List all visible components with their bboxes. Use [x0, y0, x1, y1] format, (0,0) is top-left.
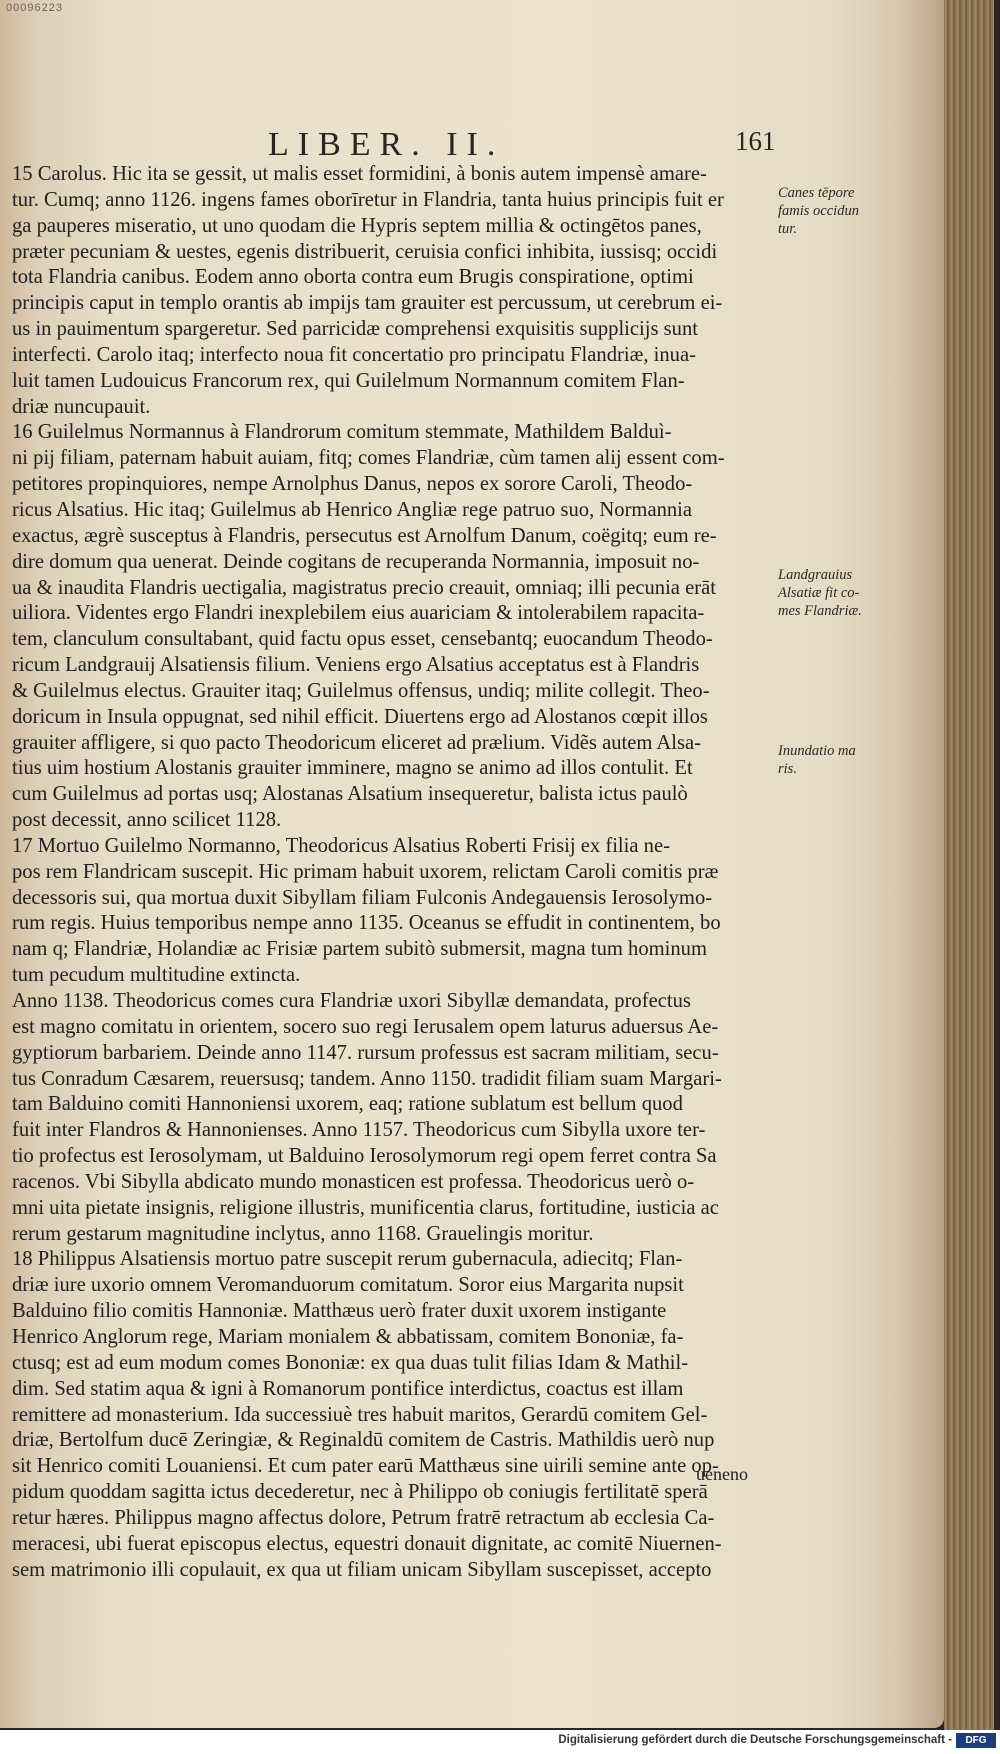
text-line: post decessit, anno scilicet 1128. [12, 809, 282, 832]
text-line: tius uim hostium Alostanis grauiter imminere, magno se animo ad illos contulit. Et [12, 757, 693, 780]
text-line: decessoris sui, qua mortua duxit Sibyllam filiam Fulconis Andegauensis Ierosolymo- [12, 886, 713, 909]
dfg-logo: DFG [956, 1733, 996, 1748]
text-line: sit Henrico comiti Louaniensi. Et cum pater earū Matthæus sine uirili semine ante op- [12, 1455, 719, 1478]
text-line: ga pauperes miseratio, ut uno quodam die Hypris septem millia & octingētos panes, [12, 214, 702, 237]
text-line: grauiter affligere, si quo pacto Theodoricum eliceret ad prælium. Vidẽs autem Alsa- [12, 731, 702, 754]
text-line: ni pij filiam, paternam habuit auiam, fitq; comes Flandriæ, cùm tamen alij essent com- [12, 447, 725, 470]
text-line: Balduino filio comitis Hannoniæ. Matthæus uerò frater duxit uxorem instigante [12, 1300, 667, 1323]
text-line: Anno 1138. Theodoricus comes cura Flandriæ uxori Sibyllæ demandata, profectus [12, 990, 691, 1012]
text-line: 17 Mortuo Guilelmo Normanno, Theodoricus Alsatius Roberti Frisij ex filia ne- [12, 834, 670, 857]
text-line: petitores propinquiores, nempe Arnolphus Danus, nepos ex sorore Caroli, Theodo- [12, 473, 693, 496]
text-line: dire domum qua uenerat. Deinde cogitans de recuperanda Normannia, imposuit no- [12, 550, 700, 573]
text-line: pidum quoddam sagitta ictus decederetur, nec à Philippo ob coniugis fertilitatē sperā [12, 1481, 708, 1504]
text-line: tam Balduino comiti Hannoniensi uxorem, eaq; ratione sublatum est bellum quod [12, 1093, 683, 1116]
text-line: interfecti. Carolo itaq; interfecto noua fit concertatio pro principatu Flandriæ, inuа- [12, 343, 696, 366]
text-line: tus Conradum Cæsarem, reuersusq; tandem. Anno 1150. tradidit filiam suam Margari- [12, 1067, 722, 1090]
text-line: principis caput in templo orantis ab impijs tam grauiter est percussum, ut cerebrum ei- [12, 292, 723, 315]
main-text-block [12, 162, 774, 1583]
text-line: sem matrimonio illi copulauit, ex qua ut filiam unicam Sibyllam suscepisset, accepto [12, 1558, 712, 1581]
text-line: driæ, Bertolfum ducē Zeringiæ, & Reginaldū comitem de Castris. Mathildis uerò nup [12, 1429, 715, 1452]
text-line: 18 Philippus Alsatiensis mortuo patre suscepit rerum gubernacula, adiecitq; Flan- [12, 1248, 683, 1271]
running-head: LIBER. II. [268, 126, 505, 163]
text-line: ua & inaudita Flandris uectigalia, magistratus precio creauit, omniaq; illi pecunia erāt [12, 576, 716, 599]
footer-credit: Digitalisierung gefördert durch die Deutsche Forschungsgemeinschaft - [558, 1734, 952, 1746]
text-line: tum pecudum multitudine extincta. [12, 964, 301, 987]
text-line: tur. Cumq; anno 1126. ingens fames oborīretur in Flandria, tanta huius principis fuit er [12, 188, 724, 211]
text-line: est magno comitatu in orientem, socero suo regi Ierusalem opem laturus aduersus Ae- [12, 1015, 719, 1038]
text-line: tem, clanculum consultabant, quid factu opus esset, censebantq; euocandum Theodo- [12, 628, 713, 651]
text-line: retur hæres. Philippus magno affectus dolore, Petrum fratrē retractum ab ecclesia Ca- [12, 1506, 715, 1529]
text-line: pos rem Flandricam suscepit. Hic primam habuit uxorem, relictam Caroli comitis præ [12, 860, 719, 883]
text-line: fuit inter Flandros & Hannonienses. Anno 1157. Theodoricus cum Sibylla uxore ter- [12, 1119, 706, 1142]
text-line: us in pauimentum spargeretur. Sed parricidæ comprehensi exquisitis supplicijs sunt [12, 318, 698, 341]
text-line: ctusq; est ad eum modum comes Bononiæ: ex qua duas tulit filias Idam & Mathil- [12, 1351, 689, 1374]
text-line: luit tamen Ludouicus Francorum rex, qui Guilelmum Normannum comitem Flan- [12, 369, 685, 392]
text-line: driæ iure uxorio omnem Veromanduorum comitatum. Soror eius Margarita nupsit [12, 1274, 684, 1297]
text-line: driæ nuncupauit. [12, 395, 151, 418]
page-edge-stack [944, 0, 994, 1740]
text-line: uiliora. Videntes ergo Flandri inexplebilem eius auariciam & intolerabilem rapacita- [12, 602, 705, 625]
text-line: 15 Carolus. Hic ita se gessit, ut malis esset formidini, à bonis autem impensè amare- [12, 163, 707, 185]
margin-note-flood: Inundatio ma ris. [778, 743, 856, 777]
archive-id: 00096223 [6, 2, 63, 14]
text-line: gyptiorum barbariem. Deinde anno 1147. rursum professus est sacram militiam, secu- [12, 1041, 719, 1064]
text-line: tota Flandria canibus. Eodem anno oborta contra eum Brugis conspiratione, optimi [12, 266, 694, 289]
text-line: & Guilelmus electus. Grauiter itaq; Guilelmus offensus, undiq; milite collegit. Theo- [12, 679, 710, 702]
text-line: rerum gestarum magnitudine inclytus, anno 1168. Grauelingis moritur. [12, 1222, 594, 1245]
text-line: Henrico Anglorum rege, Mariam monialem & abbatissam, comitem Bononiæ, fa- [12, 1325, 684, 1348]
text-line: cum Guilelmus ad portas usq; Alostanas Alsatium insequeretur, balista ictus paulò [12, 783, 688, 806]
text-line: 16 Guilelmus Normannus à Flandrorum comitum stemmate, Mathildem Balduì- [12, 421, 672, 444]
text-line: exactus, ægrè susceptus à Flandris, persecutus est Arnolfum Danum, coëgitq; eum re- [12, 524, 717, 547]
margin-note-landgrave: Landgrauius Alsatiæ fit co- mes Flandriæ. [778, 567, 862, 619]
text-line: nam q; Flandriæ, Holandiæ ac Frisiæ partem subitò submersit, magna tum hominum [12, 938, 707, 961]
text-line: remittere ad monasterium. Ida successiuè tres habuit maritos, Gerardū comitem Gel- [12, 1403, 708, 1426]
text-line: ricum Landgrauij Alsatiensis filium. Veniens ergo Alsatius acceptatus est à Flandris [12, 654, 700, 677]
text-line: dim. Sed statim aqua & igni à Romanorum pontifice interdictus, coactus est illam [12, 1377, 684, 1400]
text-line: meracesi, ubi fuerat episcopus electus, equestri donauit dignitate, ac comitē Niuernen- [12, 1532, 722, 1555]
text-line: ricus Alsatius. Hic itaq; Guilelmus ab Henrico Angliæ rege patruo suo, Normannia [12, 498, 693, 521]
margin-note-dogs: Canes tēpore famis occidun tur. [778, 185, 859, 237]
footer-bar [0, 1730, 1000, 1754]
catchword: ueneno [696, 1464, 748, 1484]
page-number: 161 [735, 126, 776, 156]
text-line: præter pecuniam & uestes, egenis distribuerit, ceruisia confici inhibita, iussisq; occidi [12, 240, 718, 263]
text-line: tio profectus est Ierosolymam, ut Balduino Ierosolymorum regi opem ferret contra Sa [12, 1145, 717, 1168]
text-line: mni uita pietate insignis, religione illustris, munificentia clarus, fortitudine, iusticia ac [12, 1196, 719, 1219]
text-line: rum regis. Huius temporibus nempe anno 1135. Oceanus se effudit in continentem, bo [12, 912, 721, 935]
text-line: doricum in Insula oppugnat, sed nihil efficit. Diuertens ergo ad Alostanos cœpit illos [12, 705, 708, 728]
text-line: racenos. Vbi Sibylla abdicato mundo monasticen est professa. Theodoricus uerò o- [12, 1170, 695, 1193]
